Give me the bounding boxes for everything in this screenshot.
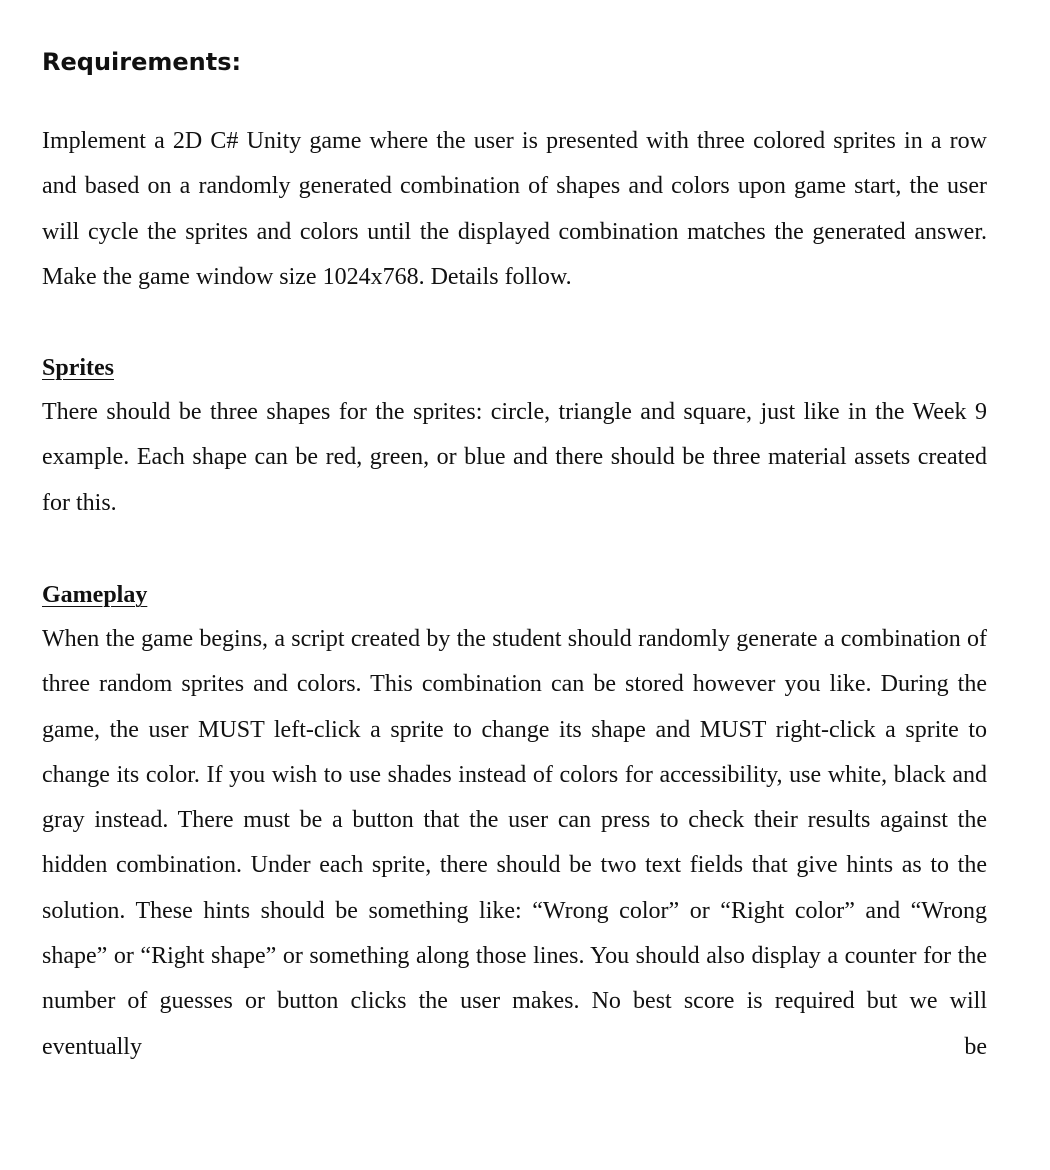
section-body-gameplay: When the game begins, a script created by the student should randomly generate a combination of three random sprites and colors. This combination can be stored however you like. During the game, the user MUST left-click a sprite to change its shape and MUST right-click a sprite to change its color. If you wish to use shades instead of colors for accessibility, use white, black and gray instead. There must be a button that the user can press to check their results against the hidden combination. Under each sprite, there should be two text fields that give hints as to the solution. These hints should be something like: “Wrong color” or “Right color” and “Wrong shape” or “Right shape” or something along those lines. You should also display a counter for the number of guesses or button clicks the user makes. No best score is required but we will eventually be — [42, 626, 987, 1060]
section-title-sprites: Sprites — [42, 355, 114, 381]
requirements-heading: Requirements: — [42, 48, 242, 76]
intro-paragraph: Implement a 2D C# Unity game where the user is presented with three colored sprites in a row and based on a randomly generated combination of shapes and colors upon game start, the user will cycle the sprites and colors until the displayed combination matches the generated answer. Make the game window size 1024x768. Details follow. — [42, 128, 987, 290]
section-title-gameplay: Gameplay — [42, 582, 148, 608]
section-body-sprites: There should be three shapes for the sprites: circle, triangle and square, just like in the Week 9 example. Each shape can be red, green, or blue and there should be three material assets created for this. — [42, 399, 987, 516]
